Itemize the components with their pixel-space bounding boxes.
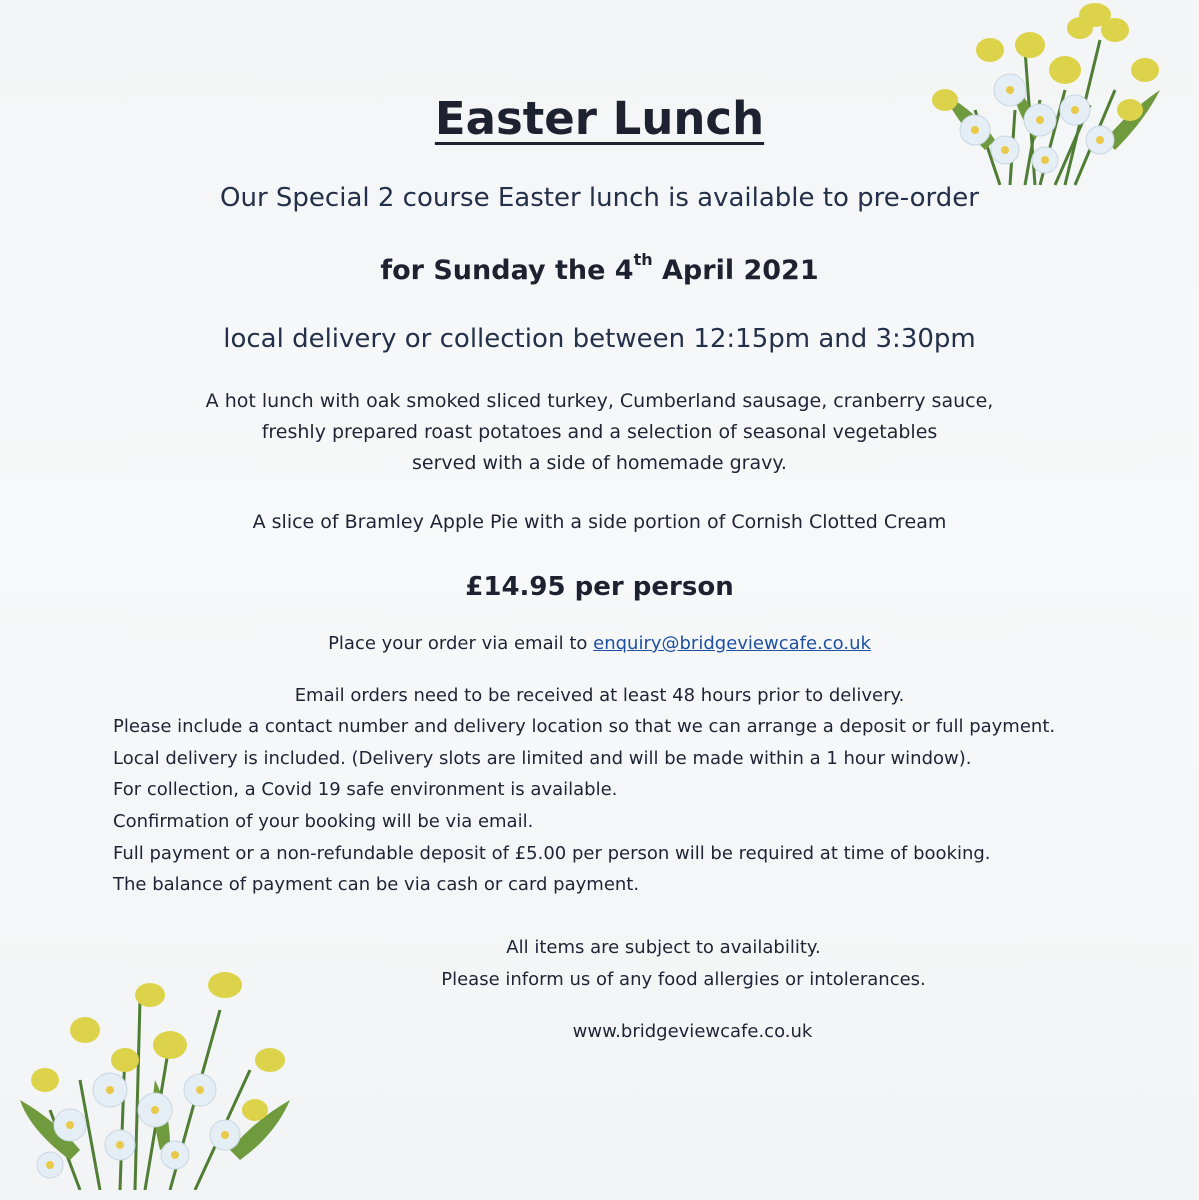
order-email-link[interactable]: enquiry@bridgeviewcafe.co.uk (593, 633, 871, 654)
dessert-description: A slice of Bramley Apple Pie with a side portion of Cornish Clotted Cream (252, 511, 947, 533)
website-url[interactable]: www.bridgeviewcafe.co.uk (572, 1021, 813, 1042)
menu-description-line: served with a side of homemade gravy. (412, 452, 787, 474)
event-date-rest: April 2021 (652, 255, 819, 286)
terms-line: Confirmation of your booking will be via email. (113, 811, 534, 832)
delivery-times: local delivery or collection between 12:15pm and 3:30pm (223, 324, 976, 354)
terms-line: For collection, a Covid 19 safe environment is available. (113, 779, 618, 800)
flyer-title (0, 92, 1199, 145)
price: £14.95 per person (465, 572, 734, 602)
flyer-title-text: Easter Lunch (434, 92, 765, 145)
allergy-note: Please inform us of any food allergies or intolerances. (441, 969, 926, 990)
event-date (0, 250, 1199, 286)
menu-description-line: A hot lunch with oak smoked sliced turkey, Cumberland sausage, cranberry sauce, (205, 390, 994, 412)
event-date-ordinal: th (633, 250, 653, 269)
order-instructions (0, 633, 1199, 654)
terms-line: The balance of payment can be via cash or card payment. (113, 874, 640, 895)
terms-line: Full payment or a non-refundable deposit of £5.00 per person will be required at time of booking. (113, 843, 991, 864)
availability-note: All items are subject to availability. (506, 937, 821, 958)
daffodils-bottom-left-illustration (10, 960, 300, 1190)
order-text: Place your order via email to (328, 633, 594, 654)
intro-text: Our Special 2 course Easter lunch is available to pre-order (220, 183, 979, 213)
menu-description-line: freshly prepared roast potatoes and a selection of seasonal vegetables (261, 421, 938, 443)
terms-line: Local delivery is included. (Delivery slots are limited and will be made within a 1 hour window). (113, 748, 972, 769)
terms-line: Please include a contact number and delivery location so that we can arrange a deposit or full payment. (113, 716, 1056, 737)
event-date-prefix: for Sunday the 4 (380, 255, 634, 286)
email-order-note: Email orders need to be received at least 48 hours prior to delivery. (294, 685, 905, 706)
